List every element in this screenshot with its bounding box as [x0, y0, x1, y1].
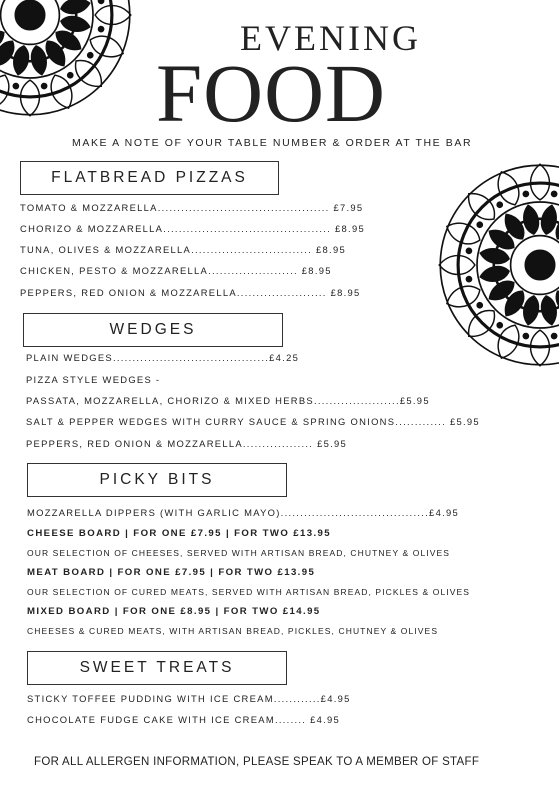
- mandala-right: [435, 160, 559, 370]
- menu-item: CHOCOLATE FUDGE CAKE WITH ICE CREAM........ £4.95: [27, 714, 341, 725]
- menu-item: PLAIN WEDGES........................................£4.25: [26, 352, 300, 363]
- mandala-top-left: [0, 0, 135, 120]
- menu-item: TUNA, OLIVES & MOZZARELLA............................... £8.95: [20, 244, 346, 255]
- board-description: OUR SELECTION OF CURED MEATS, SERVED WITH ARTISAN BREAD, PICKLES & OLIVES: [27, 587, 471, 597]
- title-food: FOOD: [156, 47, 386, 139]
- board-description: CHEESES & CURED MEATS, WITH ARTISAN BREAD, PICKLES, CHUTNEY & OLIVES: [27, 626, 439, 636]
- menu-item: CHICKEN, PESTO & MOZZARELLA....................... £8.95: [20, 265, 332, 276]
- allergen-notice: FOR ALL ALLERGEN INFORMATION, PLEASE SPEAK TO A MEMBER OF STAFF: [34, 756, 480, 768]
- menu-item: CHORIZO & MOZZARELLA........................................... £8.95: [20, 223, 365, 234]
- section-heading-label: WEDGES: [109, 321, 197, 338]
- menu-item: SALT & PEPPER WEDGES WITH CURRY SAUCE & SPRING ONIONS............. £5.95: [26, 416, 480, 427]
- board-title: MIXED BOARD | FOR ONE £8.95 | FOR TWO £14.95: [27, 606, 321, 617]
- board-description: OUR SELECTION OF CHEESES, SERVED WITH ARTISAN BREAD, CHUTNEY & OLIVES: [27, 548, 451, 558]
- section-heading-wedges: [23, 313, 283, 347]
- section-heading-sweet-treats: [27, 651, 287, 685]
- menu-item: PEPPERS, RED ONION & MOZZARELLA....................... £8.95: [20, 287, 361, 298]
- section-heading-label: PICKY BITS: [99, 471, 215, 488]
- menu-item: TOMATO & MOZZARELLA............................................ £7.95: [20, 202, 364, 213]
- board-title: MEAT BOARD | FOR ONE £7.95 | FOR TWO £13.95: [27, 567, 316, 578]
- menu-item: STICKY TOFFEE PUDDING WITH ICE CREAM............£4.95: [27, 693, 351, 704]
- section-heading-label: SWEET TREATS: [79, 659, 235, 676]
- section-heading-label: FLATBREAD PIZZAS: [51, 169, 248, 186]
- order-instruction: MAKE A NOTE OF YOUR TABLE NUMBER & ORDER AT THE BAR: [72, 137, 473, 149]
- title-evening: EVENING: [240, 18, 421, 58]
- menu-item: PASSATA, MOZZARELLA, CHORIZO & MIXED HERBS......................£5.95: [26, 395, 430, 406]
- section-heading-flatbread: [20, 161, 279, 195]
- board-title: CHEESE BOARD | FOR ONE £7.95 | FOR TWO £13.95: [27, 528, 332, 539]
- menu-item: PEPPERS, RED ONION & MOZZARELLA.................. £5.95: [26, 438, 348, 449]
- section-heading-picky-bits: [27, 463, 287, 497]
- menu-item: PIZZA STYLE WEDGES -: [26, 374, 161, 385]
- menu-item: MOZZARELLA DIPPERS (WITH GARLIC MAYO)......................................£4.95: [27, 507, 460, 518]
